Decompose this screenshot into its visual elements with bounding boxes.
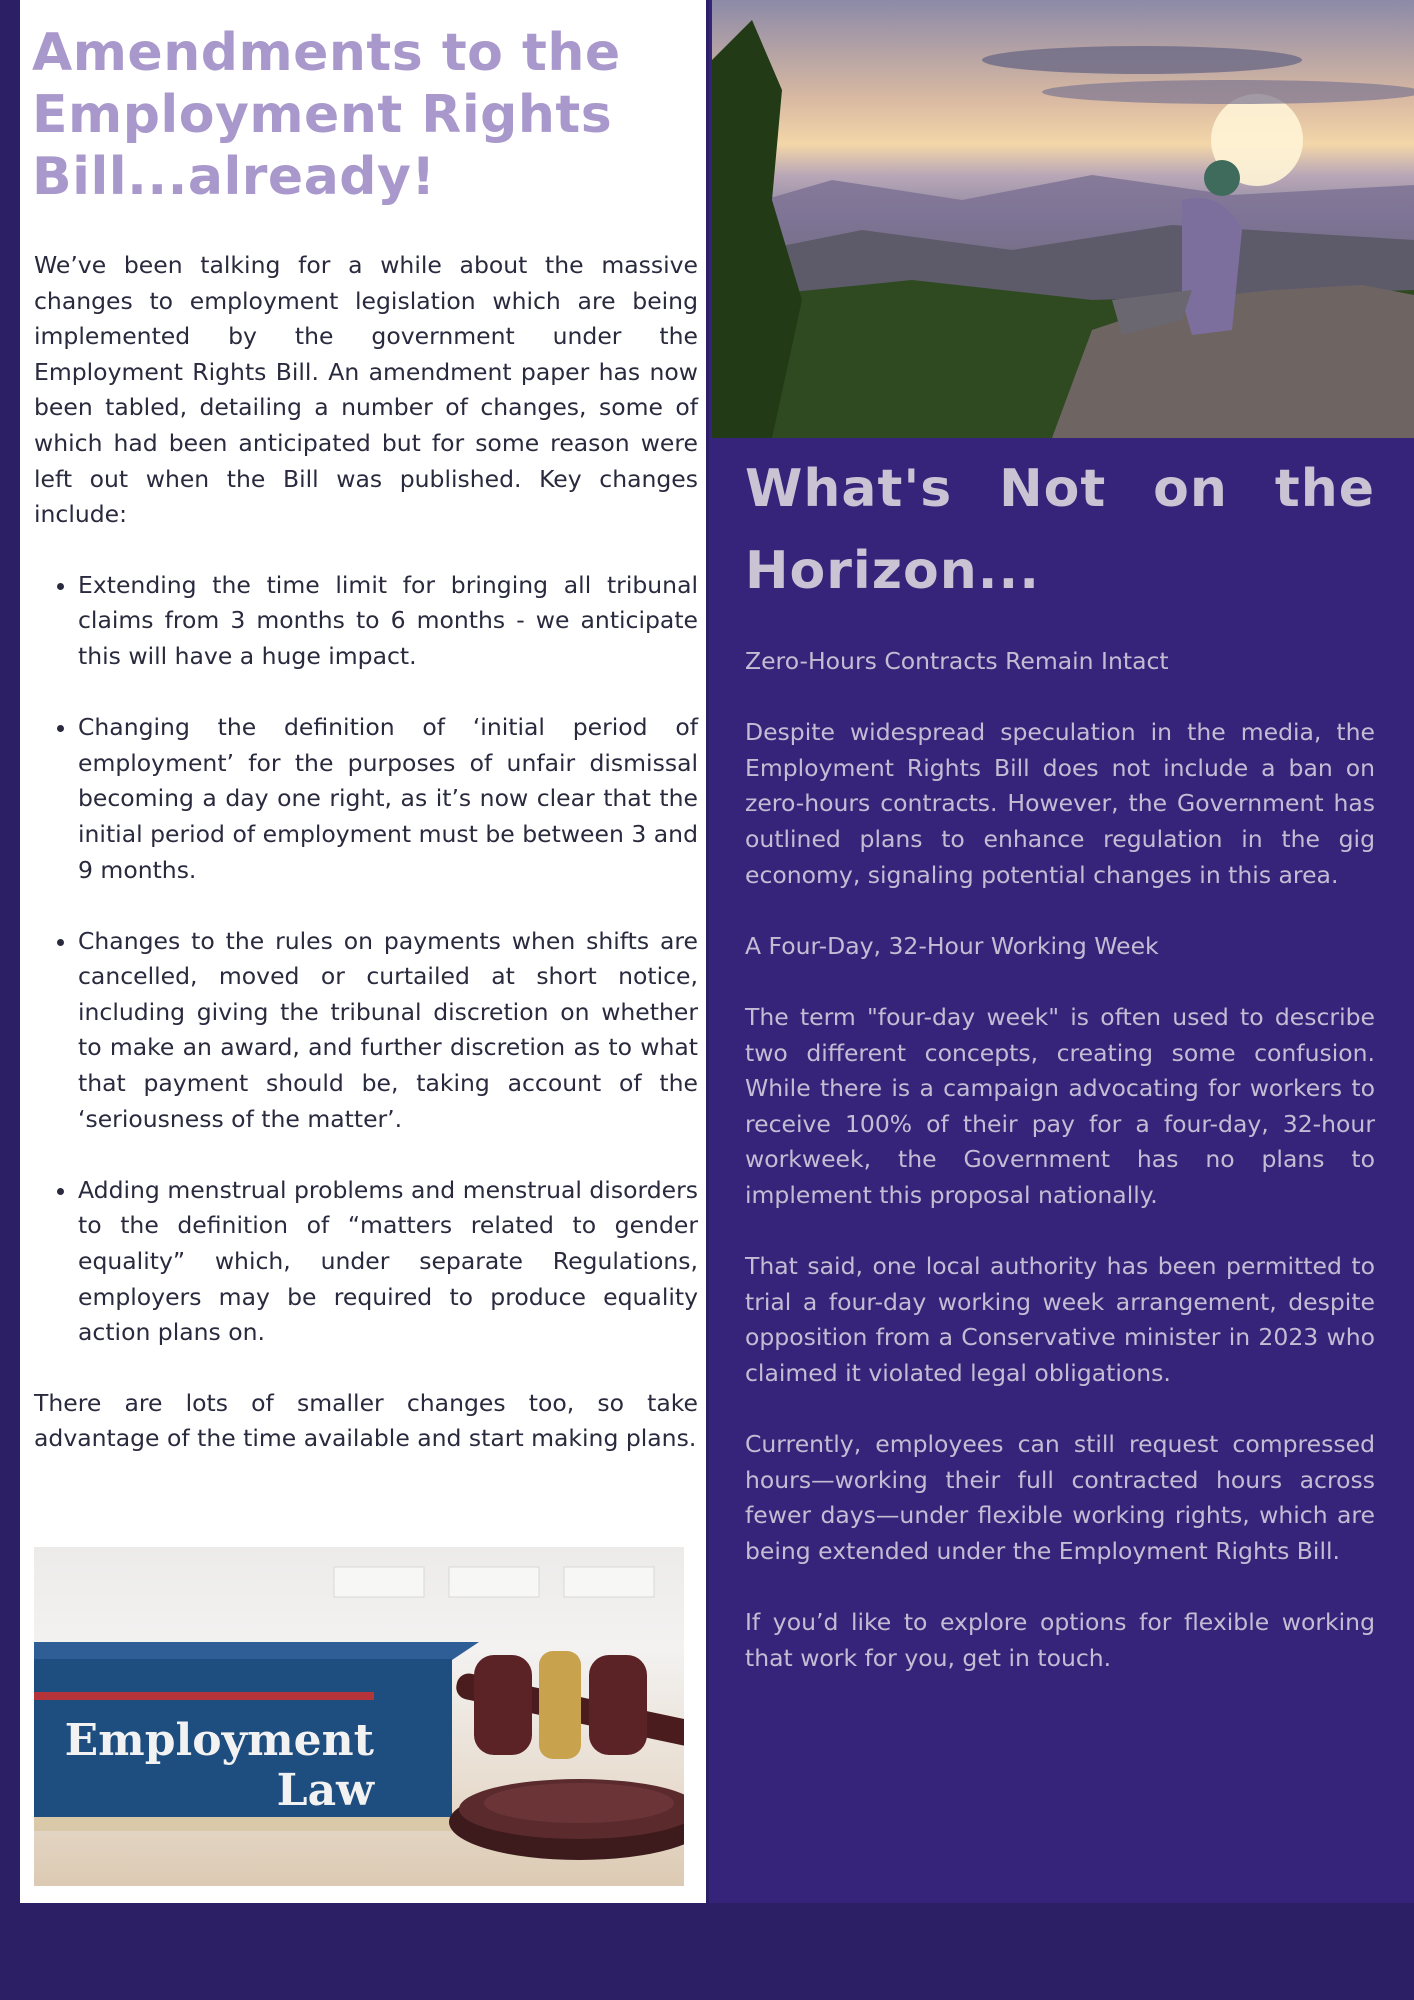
four-day-week-paragraph: The term "four-day week" is often used to describe two different concepts, creating some confusion. While there is a campaign advocating for workers to receive 100% of their pay for a four-day, 32-hour workweek, the Government has no plans to implement this proposal nationally. [745,1002,1375,1209]
get-in-touch-paragraph: If you’d like to explore options for flexible working that work for you, get in touch. [745,1608,1375,1672]
list-item: • Changes to the rules on payments when shifts are cancelled, moved or curtailed at short notice, including giving the tribunal discretion on whether to make an award, and further discretion as to what that payment should be, taking account of the ‘seriousness of the matter’. [78,924,698,1138]
local-authority-paragraph: That said, one local authority has been permitted to trial a four-day working week arrangement, despite opposition from a Conservative minister in 2023 who claimed it violated legal obligations. [745,1252,1375,1387]
employment-law-book-photo [34,1547,684,1886]
right-article-title: What's Not on the Horizon... [745,459,1375,601]
left-intro-paragraph: We’ve been talking for a while about the massive changes to employment legislation which are being implemented by the government under the Employment Rights Bill. An amendment paper has now been tabled, detailing a number of changes, some of which had been anticipated but for some reason were left out when the Bill was published. Key changes include: [34,251,698,529]
left-closing-paragraph: There are lots of smaller changes too, so take advantage of the time available and start making plans. [34,1388,698,1453]
mountain-sunset-photo [712,0,1414,438]
left-article-title: Amendments to the Employment Rights Bill...already! [32,23,621,207]
key-changes-list [34,568,698,1351]
zero-hours-subheading: Zero-Hours Contracts Remain Intact [745,647,1169,675]
compressed-hours-paragraph: Currently, employees can still request compressed hours—working their full contracted hours across fewer days—under flexible working rights, which are being extended under the Employment Rights Bill. [745,1430,1375,1565]
list-item: • Adding menstrual problems and menstrual disorders to the definition of “matters related to gender equality” which, under separate Regulations, employers may be required to produce equality action plans on. [78,1173,698,1351]
left-article-body [34,248,698,1457]
list-item: • Changing the definition of ‘initial period of employment’ for the purposes of unfair dismissal becoming a day one right, as it’s now clear that the initial period of employment must be between 3 and 9 months. [78,710,698,888]
list-item: • Extending the time limit for bringing all tribunal claims from 3 months to 6 months - we anticipate this will have a huge impact. [78,568,698,675]
book-gavel-illustration [34,1547,684,1886]
book-title-line-1: Employment [64,1715,374,1766]
hiker-landscape-illustration [712,0,1414,438]
book-title-line-2: Law [276,1765,374,1816]
footer-band [0,1903,1414,2000]
four-day-week-subheading: A Four-Day, 32-Hour Working Week [745,931,1159,960]
right-article-body [745,644,1375,1712]
zero-hours-paragraph: Despite widespread speculation in the media, the Employment Rights Bill does not include a ban on zero-hours contracts. However, the Government has outlined plans to enhance regulation in the gig economy, signaling potential changes in this area. [745,718,1375,889]
